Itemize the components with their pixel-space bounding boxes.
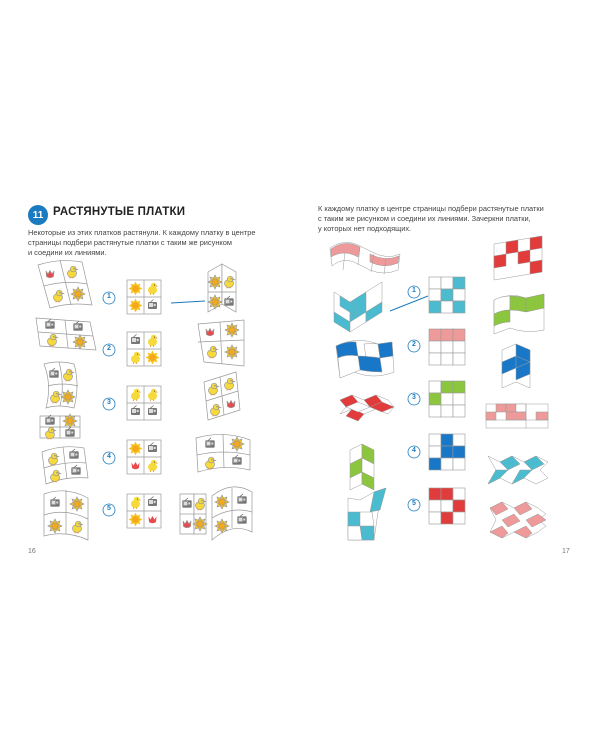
right-grid-4 bbox=[429, 434, 465, 470]
right-rscarf-pink-chevron bbox=[490, 502, 546, 538]
left-number-3: 3 bbox=[107, 399, 111, 406]
left-center-grids bbox=[127, 280, 161, 528]
right-instruction-line-1: К каждому платку в центре страницы подбери растянутые платки bbox=[318, 204, 544, 213]
right-grid-1 bbox=[429, 277, 465, 313]
right-left-column-scarves bbox=[330, 242, 400, 540]
right-number-2: 2 bbox=[412, 341, 416, 348]
right-number-1: 1 bbox=[412, 287, 416, 294]
left-rscarf-5a bbox=[180, 494, 194, 534]
left-connection-line bbox=[171, 301, 205, 303]
right-rscarf-pink-bricks bbox=[486, 404, 548, 428]
right-center-grids bbox=[429, 277, 465, 524]
right-number-3: 3 bbox=[412, 394, 416, 401]
left-rscarf-6 bbox=[212, 487, 252, 540]
right-grid-5 bbox=[429, 488, 465, 524]
task-number-badge: 11 bbox=[28, 205, 48, 225]
right-instruction-line-2: с таким же рисунком и соедини их линиями. Зачеркни платки, bbox=[318, 214, 531, 223]
right-lscarf-pink bbox=[330, 242, 400, 274]
left-rscarf-3 bbox=[204, 372, 240, 420]
right-rscarf-cyan-chevron bbox=[488, 456, 548, 484]
right-lscarf-green bbox=[350, 444, 374, 490]
left-number-4: 4 bbox=[107, 453, 111, 460]
right-lscarf-cyan2 bbox=[348, 488, 386, 540]
right-grid-2 bbox=[429, 329, 465, 365]
left-number-2: 2 bbox=[107, 345, 111, 352]
right-connection-line bbox=[390, 296, 428, 311]
left-grid-1 bbox=[127, 280, 161, 314]
left-column-scarves bbox=[36, 260, 96, 540]
left-rscarf-5b bbox=[193, 494, 207, 534]
left-scarf-d bbox=[42, 447, 88, 484]
right-rscarf-blue-chevron bbox=[502, 344, 530, 388]
left-instruction-line-2: страницы подбери растянутые платки с таким же рисунком bbox=[28, 238, 232, 247]
left-grid-5 bbox=[127, 494, 161, 528]
left-rscarf-2 bbox=[198, 320, 244, 366]
right-grid-3 bbox=[429, 381, 465, 417]
right-number-4: 4 bbox=[412, 447, 416, 454]
left-right-column-scarves bbox=[180, 264, 252, 540]
left-scarf-c2 bbox=[40, 414, 80, 440]
right-lscarf-red bbox=[340, 395, 394, 421]
left-scarf-c bbox=[44, 362, 78, 408]
left-rscarf-1 bbox=[208, 264, 236, 312]
left-scarf-a bbox=[38, 260, 92, 308]
right-lscarf-cyan bbox=[334, 282, 382, 332]
right-rscarf-green-wave bbox=[494, 294, 544, 334]
left-number-5: 5 bbox=[107, 505, 111, 512]
left-grid-4 bbox=[127, 440, 161, 474]
left-rscarf-4 bbox=[196, 434, 250, 472]
right-right-column-scarves bbox=[486, 236, 548, 538]
right-number-5: 5 bbox=[412, 500, 416, 507]
right-rscarf-red-grid bbox=[494, 236, 542, 280]
left-page-number: 16 bbox=[28, 548, 36, 555]
left-number-1: 1 bbox=[107, 293, 111, 300]
left-scarf-b bbox=[36, 318, 96, 350]
right-instruction-line-3: у которых нет подходящих. bbox=[318, 224, 412, 233]
left-instruction-line-3: и соедини их линиями. bbox=[28, 248, 107, 257]
left-grid-2 bbox=[127, 332, 161, 366]
left-grid-3 bbox=[127, 386, 161, 420]
left-scarf-e bbox=[44, 490, 88, 540]
task-title: РАСТЯНУТЫЕ ПЛАТКИ bbox=[53, 206, 186, 218]
right-lscarf-blue bbox=[336, 340, 394, 378]
right-page-number: 17 bbox=[562, 548, 570, 555]
left-instruction-line-1: Некоторые из этих платков растянули. К каждому платку в центре bbox=[28, 228, 256, 237]
